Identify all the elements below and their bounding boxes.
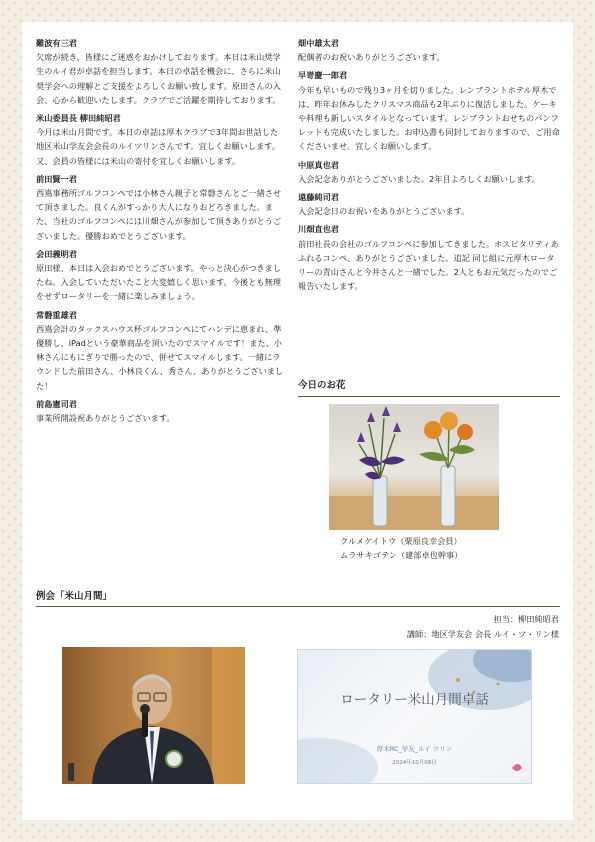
member-message: 入会記念日のお祝いをありがとうございます。 (298, 206, 470, 217)
member-message: 西嶌会計のタックスハウス杯ゴルフコンペにてハンデに恵まれ、準優勝し、iPadという豪華商品を頂いたのでスマイルです！また、小林さんにもにぎりで勝ったので、併せてスマイルします。一緒にラウンドした前田さん、小林良くん、秀さん、ありがとうございました！ (36, 323, 284, 391)
entry-hayasaki (298, 68, 560, 153)
slide-subtitle: 厚木RC_学友_ルイ ツリン (376, 745, 453, 753)
flower-illustration (329, 404, 499, 530)
member-message: 原田様、本日は入会おめでとうございます。やっと決心がつきましたね。入会していただいたこと大変嬉しく思います。今後とも無理をせずロータリーを一緒に楽しみましょう。 (36, 263, 281, 302)
presentation-slide (297, 649, 532, 784)
flower-caption-1: クルメケイトウ（栗原良幸会員） (340, 536, 462, 546)
member-name: 会田義明君 (36, 248, 77, 259)
meeting-meta (407, 612, 559, 642)
flowers-heading: 今日のお花 (298, 376, 560, 397)
meeting-host: 担当：柳田純昭君 (493, 614, 559, 624)
speaker-photo (62, 647, 245, 784)
member-message: 西嶌事務所ゴルフコンペでは小林さん親子と常磐さんとご一緒させて頂きました。良くんがすっかり大人になりおどろきました。また、当社のゴルフコンペには川畑さんが参加して頂きありがとうございました。優勝おめでとうございます。 (36, 188, 282, 241)
entry-namba (36, 36, 284, 107)
member-name: 畑中雄太君 (298, 38, 339, 48)
flower-caption-2: ムラサキゴテン（建部卓也幹事） (340, 550, 463, 560)
smile-box-right-column (298, 36, 560, 297)
slide-date: 2024年10月08日 (392, 760, 437, 766)
flower-arrangement-photo (329, 404, 499, 530)
member-name: 前田賢一君 (36, 173, 77, 184)
member-name: 難波有三君 (36, 38, 77, 48)
entry-maejima (36, 397, 284, 425)
speaker-illustration (62, 647, 245, 784)
member-message: 今年も早いもので残り3ヶ月を切りました。レンブラントホテル厚木では、昨年お休みしたクリスマス商品も2年ぶりに復活しました。ケーキや料理も新しいスタイルとなっています。レンブラントおせちのパンフレットも完成いたしました。お申込書も同封しておりますので、ご用命くださいませ。宜しくお願いします。 (298, 84, 560, 152)
member-message: 入会記念ありがとうございました。2年目よろしくお願いします。 (298, 173, 540, 184)
slide-title: ロータリー米山月間卓話 (340, 692, 489, 708)
member-message: 事業所開設祝ありがとうございます。 (36, 413, 175, 424)
entry-hatanaka (298, 36, 560, 64)
entry-kawabata (298, 222, 560, 293)
newsletter-page (22, 22, 573, 820)
member-message: 配偶者のお祝いありがとうございます。 (298, 52, 445, 63)
member-name: 川畑直也君 (298, 224, 339, 235)
member-message: 前田社長の会社のゴルフコンペに参加してきました。ホスピタリティあふれるコンペ、ありがとうございました。追記 同じ組に元厚木ロータリーの青山さんと今井さんと一緒でした。2人ともお元気だったのでご報告いたします。 (298, 238, 559, 292)
member-name: 米山委員長 柳田純昭君 (36, 113, 121, 124)
entry-maeda (36, 172, 284, 243)
entry-nakahara (298, 158, 560, 186)
member-name: 前島憲司君 (36, 398, 77, 409)
member-name: 常磐重雄君 (36, 309, 77, 320)
member-name: 早嵜慶一郎君 (298, 70, 348, 81)
entry-yanagida (36, 111, 284, 168)
smile-box-left-column (36, 36, 284, 429)
meeting-heading: 例会「米山月間」 (36, 588, 560, 607)
member-name: 遠藤純司君 (298, 192, 339, 203)
member-message: 今月は米山月間です。本日の卓話は厚木クラブで3年間お世話した地区米山学友会会長のルイツリンさんです。宜しくお願いします。又、会員の皆様には米山の寄付を宜しくお願いします。 (36, 127, 280, 166)
flower-captions (340, 534, 462, 562)
member-message: 欠席が続き、皆様にご迷惑をおかけしております。本日は米山奨学生のルイ君が卓話を担当します。本日の卓話を機会に、さらに米山奨学会への理解とご支援をよろしくお願い致します。原田さんの入会、心から歓迎いたします。クラブでご活躍を期待しております。 (36, 52, 281, 105)
entry-tokiwa (36, 308, 284, 393)
member-name: 中原真也君 (298, 159, 339, 170)
entry-aida (36, 247, 284, 304)
entry-endo (298, 190, 560, 218)
meeting-speaker: 講師：地区学友会 会長 ルイ・ツ・リン様 (406, 629, 559, 639)
